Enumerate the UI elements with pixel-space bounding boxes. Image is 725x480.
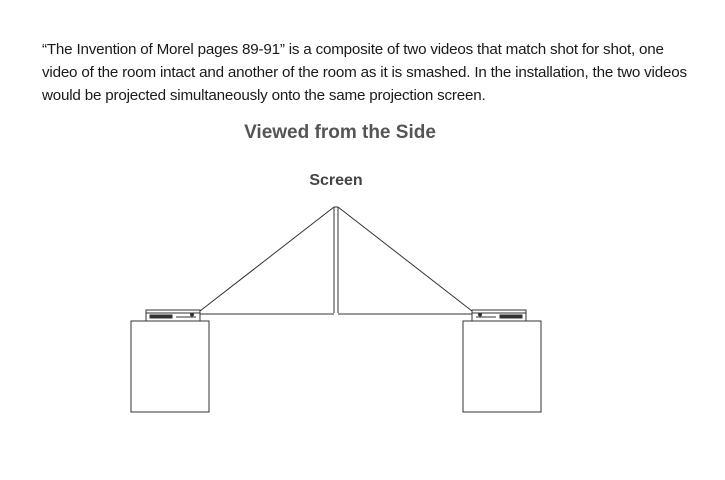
diagram-title: Viewed from the Side xyxy=(244,122,436,143)
left-pedestal xyxy=(131,321,209,412)
projection-screen xyxy=(334,207,338,313)
right-projection-beam xyxy=(338,207,472,314)
left-projector xyxy=(146,310,200,321)
right-projector xyxy=(472,310,526,321)
right-pedestal xyxy=(463,321,541,412)
intro-paragraph: “The Invention of Morel pages 89-91” is a composite of two videos that match shot for shot, one video of the room intact and another of the room as it is smashed. In the installation, the two videos would be projected simultaneously onto the same projection screen. xyxy=(42,41,687,104)
screen-label: Screen xyxy=(309,172,363,189)
left-projection-beam xyxy=(200,207,334,314)
